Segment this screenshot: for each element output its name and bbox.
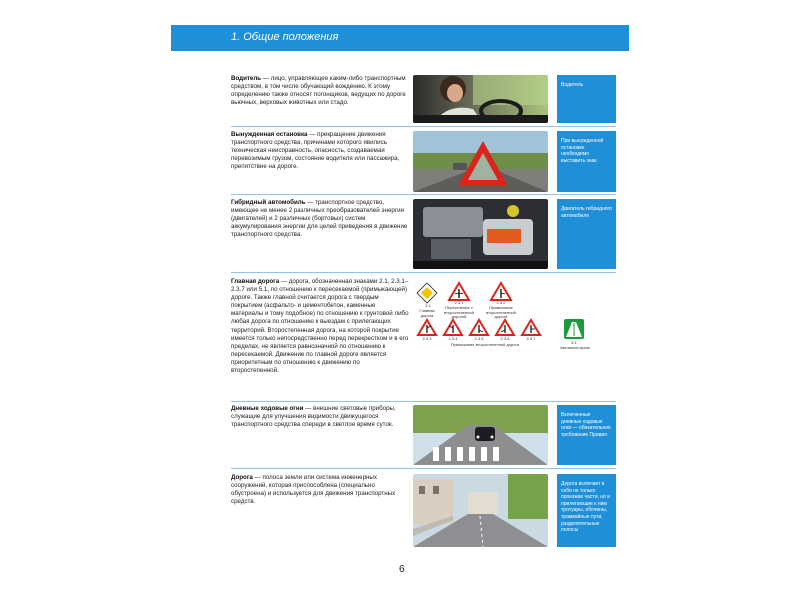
divider	[231, 126, 616, 127]
page-number: 6	[399, 564, 405, 575]
road-with-car-photo	[413, 405, 548, 465]
definition-text	[231, 199, 409, 239]
entry-hybrid-car	[231, 199, 616, 273]
sign-number: 2.3.2	[496, 300, 506, 305]
sign-label: Примыкание второстепенной дороги	[486, 305, 516, 320]
definition-text	[231, 278, 409, 375]
main-road-sign-icon	[417, 283, 437, 303]
term: Главная дорога	[231, 278, 280, 285]
section-title: 1. Общие положения	[231, 31, 339, 43]
definition-text	[231, 474, 409, 506]
section-header	[171, 25, 629, 51]
sign-number: 2.3.5	[474, 336, 484, 341]
sign-group-label: Примыкание второстепенной дороги	[450, 342, 520, 347]
caption: Дорога включает в себя не только проезжие части, но и прилегающие к ним тротуары, обочины, трамвайные пути, разделительные полосы	[557, 474, 616, 547]
sign-label: Главная дорога	[419, 308, 435, 318]
definition: — транспортное средство, имеющее не менее 2 различных преобразователей энергии (двигателей) и 2 различных (бортовых) систем аккумулирования энергии для целей приведения в движение транспортного средства.	[231, 199, 408, 239]
definition: — внешние световые приборы, служащие для улучшения видимости движущегося транспортного средства спереди в светлое время суток.	[231, 405, 396, 429]
sign-label: Автомагистраль	[559, 345, 591, 350]
sign-label: Пересечение с второстепенной дорогой	[444, 305, 474, 320]
entry-daytime-running-lights	[231, 405, 616, 467]
term: Гибридный автомобиль	[231, 199, 306, 206]
sign-number: 2.3.3	[422, 336, 432, 341]
definition: — полоса земли или система инженерных сооружений, которая приспособлена (специально обустроена) и используется для движения транспортных средств.	[231, 474, 396, 506]
divider	[231, 194, 616, 195]
definition: — дорога, обозначенная знаками 2.1, 2.3.1–2.3.7 или 5.1, по отношению к пересекаемой (примыкающей) дороге. Также главной считается дорога с твердым покрытием (асфальто- и цементобетон, каменные материалы и тому подобное) по отношению к грунтовой либо любая дорога по отношению к выездам с прилегающих территорий. Второстепенная дорога, на которой покрытие имеется только непосредственно перед перекрестком и в его пределах, не является равнозначной по отношению к пересекаемой. Движение по главной дороге является приоритетным по отношению к движению по второстепенной.	[231, 278, 409, 375]
sign-number: 2.3.6	[500, 336, 510, 341]
definition-text	[231, 405, 409, 429]
city-road-photo	[413, 474, 548, 547]
side-road-right-down-sign-icon	[470, 320, 488, 335]
side-road-junction-sign-icon	[522, 320, 540, 335]
entry-main-road	[231, 278, 616, 402]
term: Вынужденная остановка	[231, 131, 308, 138]
entry-driver	[231, 75, 616, 127]
term: Водитель	[231, 75, 262, 82]
divider	[231, 272, 616, 273]
caption: Включенные дневные ходовые огни — обязательное требование Правил	[557, 405, 616, 465]
motorway-sign-icon	[564, 319, 584, 339]
caption: Двигатель гибридного автомобиля	[557, 199, 616, 269]
side-road-left-sign-icon	[444, 320, 462, 335]
sign-number: 2.3.1	[454, 300, 464, 305]
page	[171, 0, 629, 600]
term: Дневные ходовые огни	[231, 405, 304, 412]
definition: — лицо, управляющее каким-либо транспортным средством, в том числе обучающий вождению. К этому определению также относят погонщиков, ведущих по дороге вьючных, верховых животных или стадо.	[231, 75, 406, 107]
definition: — прекращение движения транспортного средства, причинами которого явились техническая неисправность, опасность, создаваемая перевозимым грузом, состояние водителя или пассажира, препятствие на дороге.	[231, 131, 400, 171]
caption: При вынужденной остановке необходимо выставить знак	[557, 131, 616, 192]
divider	[231, 401, 616, 402]
entry-forced-stop	[231, 131, 616, 195]
caption: Водитель	[557, 75, 616, 123]
sign-number: 2.3.4	[448, 336, 458, 341]
crossroad-sign-icon	[449, 283, 469, 300]
term: Дорога	[231, 474, 253, 481]
definition-text	[231, 75, 409, 107]
sign-number: 2.1	[425, 303, 431, 308]
sign-number: 5.1	[571, 340, 577, 345]
sign-number: 2.3.7	[526, 336, 536, 341]
side-road-sign-icon	[491, 283, 511, 300]
warning-triangle-photo	[413, 131, 548, 192]
hybrid-engine-photo	[413, 199, 548, 269]
entry-road	[231, 474, 616, 549]
driver-photo	[413, 75, 548, 123]
divider	[231, 468, 616, 469]
side-road-left-down-sign-icon	[496, 320, 514, 335]
road-signs-group	[415, 281, 615, 361]
side-road-right-sign-icon	[418, 320, 436, 335]
definition-text	[231, 131, 409, 171]
